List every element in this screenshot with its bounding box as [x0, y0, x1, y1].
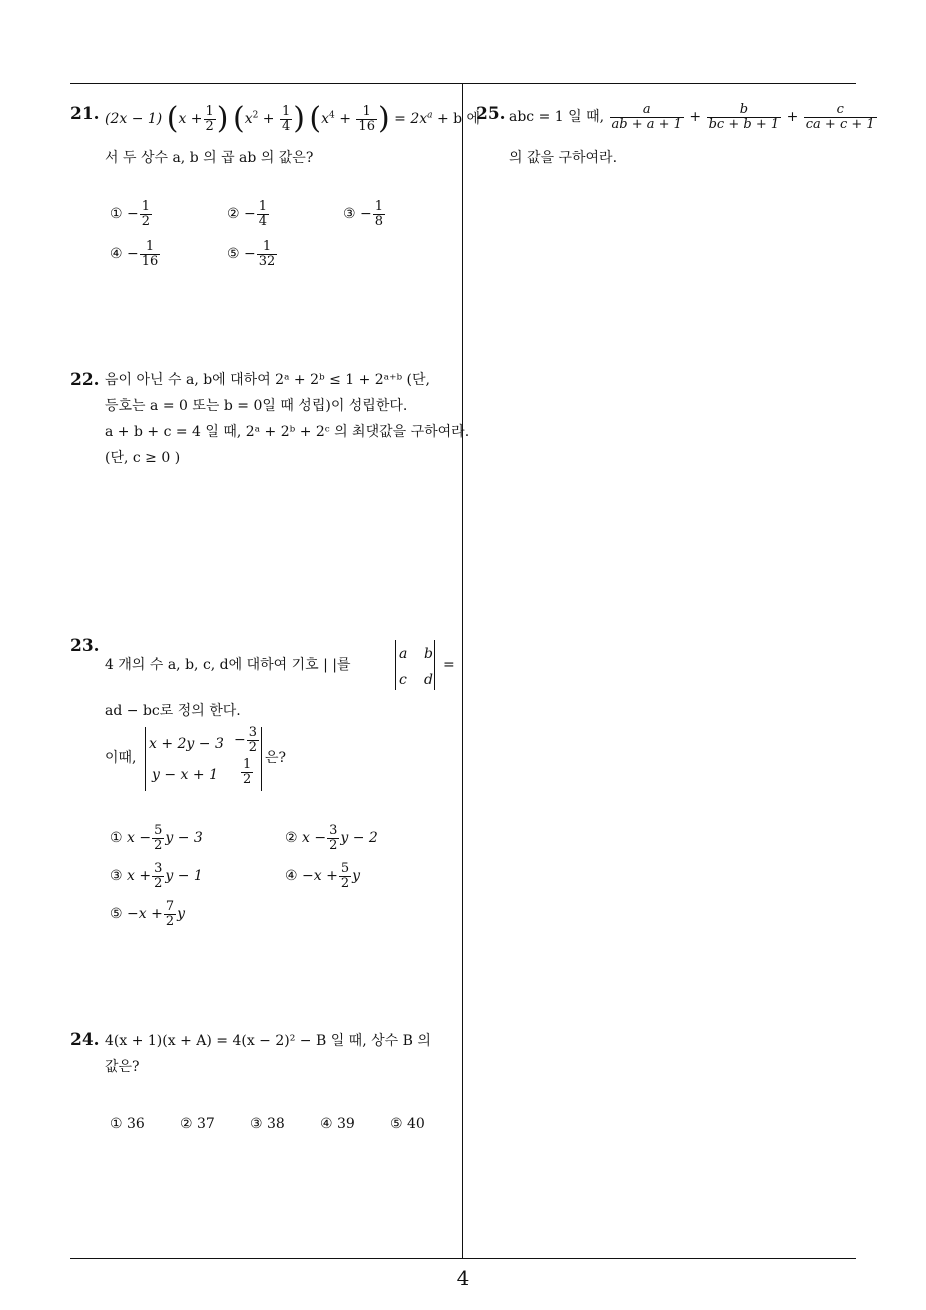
q24-choice-4[interactable]: ④ 39 [320, 1116, 355, 1132]
q21-term-a: (2x − 1) [105, 111, 163, 127]
q23-det-a: a [399, 646, 408, 662]
q23-det-d: d [424, 672, 433, 688]
q24-number: 24. [70, 1030, 100, 1050]
q24-choice-1[interactable]: ① 36 [110, 1116, 145, 1132]
column-divider [462, 83, 463, 1259]
q23-line2: ad − bc로 정의 한다. [105, 703, 241, 719]
q22-line3: a + b + c = 4 일 때, 2ᵃ + 2ᵇ + 2ᶜ 의 최댓값을 구하여라. [105, 424, 470, 440]
q23-det-b: b [424, 646, 433, 662]
q21-choice-4[interactable]: ④ − $\frac{1}{16}$ [110, 239, 159, 269]
q24-line1: 4(x + 1)(x + A) = 4(x − 2)² − B 일 때, 상수 B 의 [105, 1033, 431, 1049]
q25-fraction-3: $\frac{c}{ca + c + 1}$ [805, 102, 875, 132]
q21-choice-5[interactable]: ⑤ − $\frac{1}{32}$ [227, 239, 276, 269]
q25-number: 25. [476, 104, 506, 124]
q23-choice-4[interactable]: ④ −x + $\frac{5}{2}$ y [285, 861, 361, 891]
q23-m22: $\frac{1}{2}$ [243, 757, 252, 787]
q21-line2: 서 두 상수 a, b 의 곱 ab 의 값은? [105, 150, 314, 166]
page-number: 4 [456, 1266, 470, 1290]
q23-m11: x + 2y − 3 [149, 736, 224, 752]
q22-line1: 음이 아닌 수 a, b에 대하여 2ᵃ + 2ᵇ ≤ 1 + 2ᵃ⁺ᵇ (단, [105, 372, 430, 388]
q23-matrix-right-bar [261, 727, 262, 791]
q23-equals: = [443, 657, 455, 673]
q23-m12: − $\frac{3}{2}$ [234, 725, 258, 755]
q21-number: 21. [70, 104, 100, 124]
q23-line1: 4 개의 수 a, b, c, d에 대하여 기호 | |를 [105, 657, 351, 673]
q22-line4: (단, c ≥ 0 ) [105, 450, 181, 466]
q25-fraction-2: $\frac{b}{bc + b + 1}$ [708, 102, 780, 132]
q25-fraction-1: $\frac{a}{ab + a + 1}$ [611, 102, 682, 132]
q25-lead: abc = 1 일 때, [509, 109, 605, 126]
q23-choice-2[interactable]: ② x − $\frac{3}{2}$ y − 2 [285, 823, 378, 853]
q22-number: 22. [70, 370, 100, 390]
q23-choice-1[interactable]: ① x − $\frac{5}{2}$ y − 3 [110, 823, 203, 853]
q23-det-left-bar [395, 640, 396, 690]
q22-line2: 등호는 a = 0 또는 b = 0일 때 성립)이 성립한다. [105, 398, 408, 414]
q23-number: 23. [70, 636, 100, 656]
q23-choice-3[interactable]: ③ x + $\frac{3}{2}$ y − 1 [110, 861, 203, 891]
q24-choice-3[interactable]: ③ 38 [250, 1116, 285, 1132]
q24-choice-5[interactable]: ⑤ 40 [390, 1116, 425, 1132]
q23-suffix: 은? [265, 750, 287, 766]
q23-matrix-left-bar [145, 727, 146, 791]
bottom-rule [70, 1258, 856, 1259]
q23-det-right-bar [434, 640, 435, 690]
q21-equation: (2x − 1) (x + $\frac{1}{2}$ ) ($x^2$ + $\frac{1}{4}$ ) ($x^4$ + $\frac{1}{16}$ ) = $2x^a + b$ 에 [105, 101, 481, 136]
q21-choice-1[interactable]: ① − $\frac{1}{2}$ [110, 199, 151, 229]
q21-choice-3[interactable]: ③ − $\frac{1}{8}$ [343, 199, 384, 229]
q23-choice-5[interactable]: ⑤ −x + $\frac{7}{2}$ y [110, 899, 186, 929]
top-rule [70, 83, 856, 84]
q23-prefix: 이때, [105, 750, 137, 766]
q24-choice-2[interactable]: ② 37 [180, 1116, 215, 1132]
q24-line2: 값은? [105, 1059, 140, 1075]
q23-m21: y − x + 1 [152, 767, 218, 783]
q25-equation: abc = 1 일 때, $\frac{a}{ab + a + 1}$ + $\frac{b}{bc + b + 1}$ + $\frac{c}{ca + c + 1}$ [509, 102, 875, 132]
q21-choice-2[interactable]: ② − $\frac{1}{4}$ [227, 199, 268, 229]
q25-line2: 의 값을 구하여라. [509, 150, 618, 166]
q23-det-c: c [399, 672, 407, 688]
